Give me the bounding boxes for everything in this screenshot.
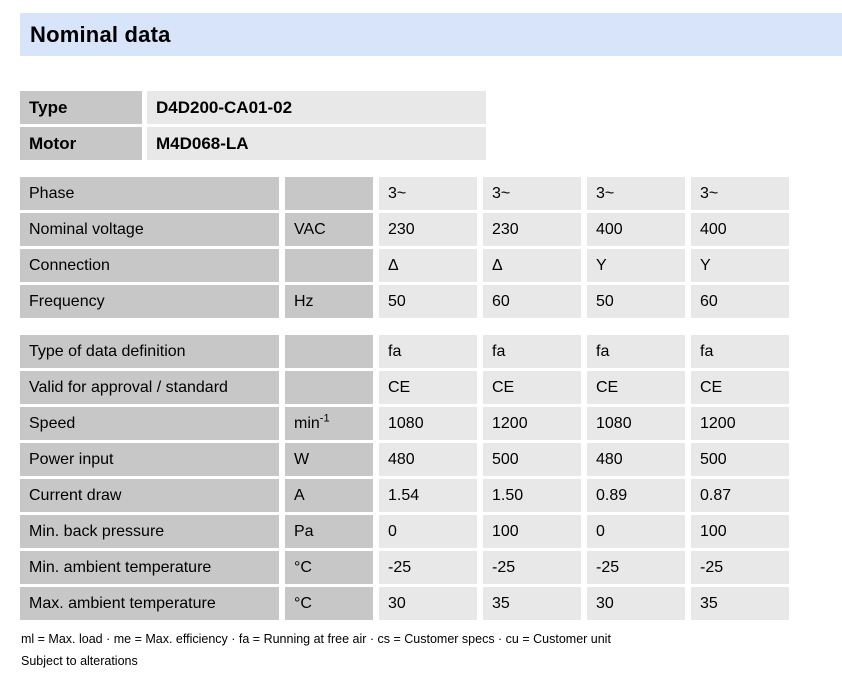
value-cell: 35 — [483, 587, 581, 620]
value-cell: 230 — [483, 213, 581, 246]
value-cell: 30 — [587, 587, 685, 620]
value-cell: 1.50 — [483, 479, 581, 512]
value-cell: CE — [587, 371, 685, 404]
value-cell: Δ — [483, 249, 581, 282]
value-cell: 400 — [587, 213, 685, 246]
value-cell: 35 — [691, 587, 789, 620]
unit-cell: $\min^{-1}$ — [285, 407, 373, 440]
unit-cell: Pa — [285, 515, 373, 548]
value-cell: 3~ — [691, 177, 789, 210]
value-cell: 0 — [587, 515, 685, 548]
performance-spec-table — [20, 335, 789, 620]
abbreviation-legend: ml = Max. load · me = Max. efficiency · fa = Running at free air · cs = Customer specs · cu = Customer unit — [21, 632, 611, 646]
row-label: Current draw — [20, 479, 279, 512]
subject-to-alterations-note: Subject to alterations — [21, 654, 138, 668]
value-cell: fa — [483, 335, 581, 368]
unit-cell — [285, 249, 373, 282]
value-cell: 480 — [379, 443, 477, 476]
value-cell: 0.89 — [587, 479, 685, 512]
row-label: Min. back pressure — [20, 515, 279, 548]
value-cell: CE — [691, 371, 789, 404]
row-label: Max. ambient temperature — [20, 587, 279, 620]
motor-value: M4D068-LA — [147, 127, 486, 160]
value-cell: 50 — [587, 285, 685, 318]
motor-label: Motor — [20, 127, 142, 160]
row-label: Nominal voltage — [20, 213, 279, 246]
unit-cell — [285, 177, 373, 210]
value-cell: 3~ — [587, 177, 685, 210]
unit-cell: W — [285, 443, 373, 476]
unit-cell: °C — [285, 551, 373, 584]
value-cell: 30 — [379, 587, 477, 620]
section-header — [20, 13, 842, 56]
value-cell: fa — [691, 335, 789, 368]
value-cell: 3~ — [379, 177, 477, 210]
value-cell: fa — [379, 335, 477, 368]
unit-cell — [285, 371, 373, 404]
value-cell: 60 — [483, 285, 581, 318]
row-label: Speed — [20, 407, 279, 440]
value-cell: 230 — [379, 213, 477, 246]
identification-table — [20, 91, 486, 160]
value-cell: 480 — [587, 443, 685, 476]
value-cell: 500 — [691, 443, 789, 476]
row-label: Power input — [20, 443, 279, 476]
value-cell: 100 — [691, 515, 789, 548]
type-value: D4D200-CA01-02 — [147, 91, 486, 124]
row-label: Valid for approval / standard — [20, 371, 279, 404]
row-label: Min. ambient temperature — [20, 551, 279, 584]
type-label: Type — [20, 91, 142, 124]
value-cell: -25 — [691, 551, 789, 584]
unit-cell: A — [285, 479, 373, 512]
value-cell: 1200 — [483, 407, 581, 440]
value-cell: 3~ — [483, 177, 581, 210]
section-title: Nominal data — [30, 21, 171, 47]
value-cell: 1080 — [379, 407, 477, 440]
value-cell: CE — [483, 371, 581, 404]
value-cell: 0.87 — [691, 479, 789, 512]
value-cell: 500 — [483, 443, 581, 476]
unit-cell: Hz — [285, 285, 373, 318]
unit-cell — [285, 335, 373, 368]
unit-cell: VAC — [285, 213, 373, 246]
value-cell: 1.54 — [379, 479, 477, 512]
value-cell: -25 — [587, 551, 685, 584]
value-cell: Y — [691, 249, 789, 282]
value-cell: 100 — [483, 515, 581, 548]
value-cell: 1200 — [691, 407, 789, 440]
value-cell: Δ — [379, 249, 477, 282]
value-cell: CE — [379, 371, 477, 404]
row-label: Phase — [20, 177, 279, 210]
electrical-spec-table — [20, 177, 789, 318]
value-cell: 1080 — [587, 407, 685, 440]
datasheet-page — [0, 13, 842, 692]
value-cell: 50 — [379, 285, 477, 318]
value-cell: 60 — [691, 285, 789, 318]
row-label: Connection — [20, 249, 279, 282]
value-cell: -25 — [483, 551, 581, 584]
row-label: Type of data definition — [20, 335, 279, 368]
value-cell: 400 — [691, 213, 789, 246]
value-cell: Y — [587, 249, 685, 282]
value-cell: 0 — [379, 515, 477, 548]
unit-cell: °C — [285, 587, 373, 620]
value-cell: -25 — [379, 551, 477, 584]
value-cell: fa — [587, 335, 685, 368]
row-label: Frequency — [20, 285, 279, 318]
